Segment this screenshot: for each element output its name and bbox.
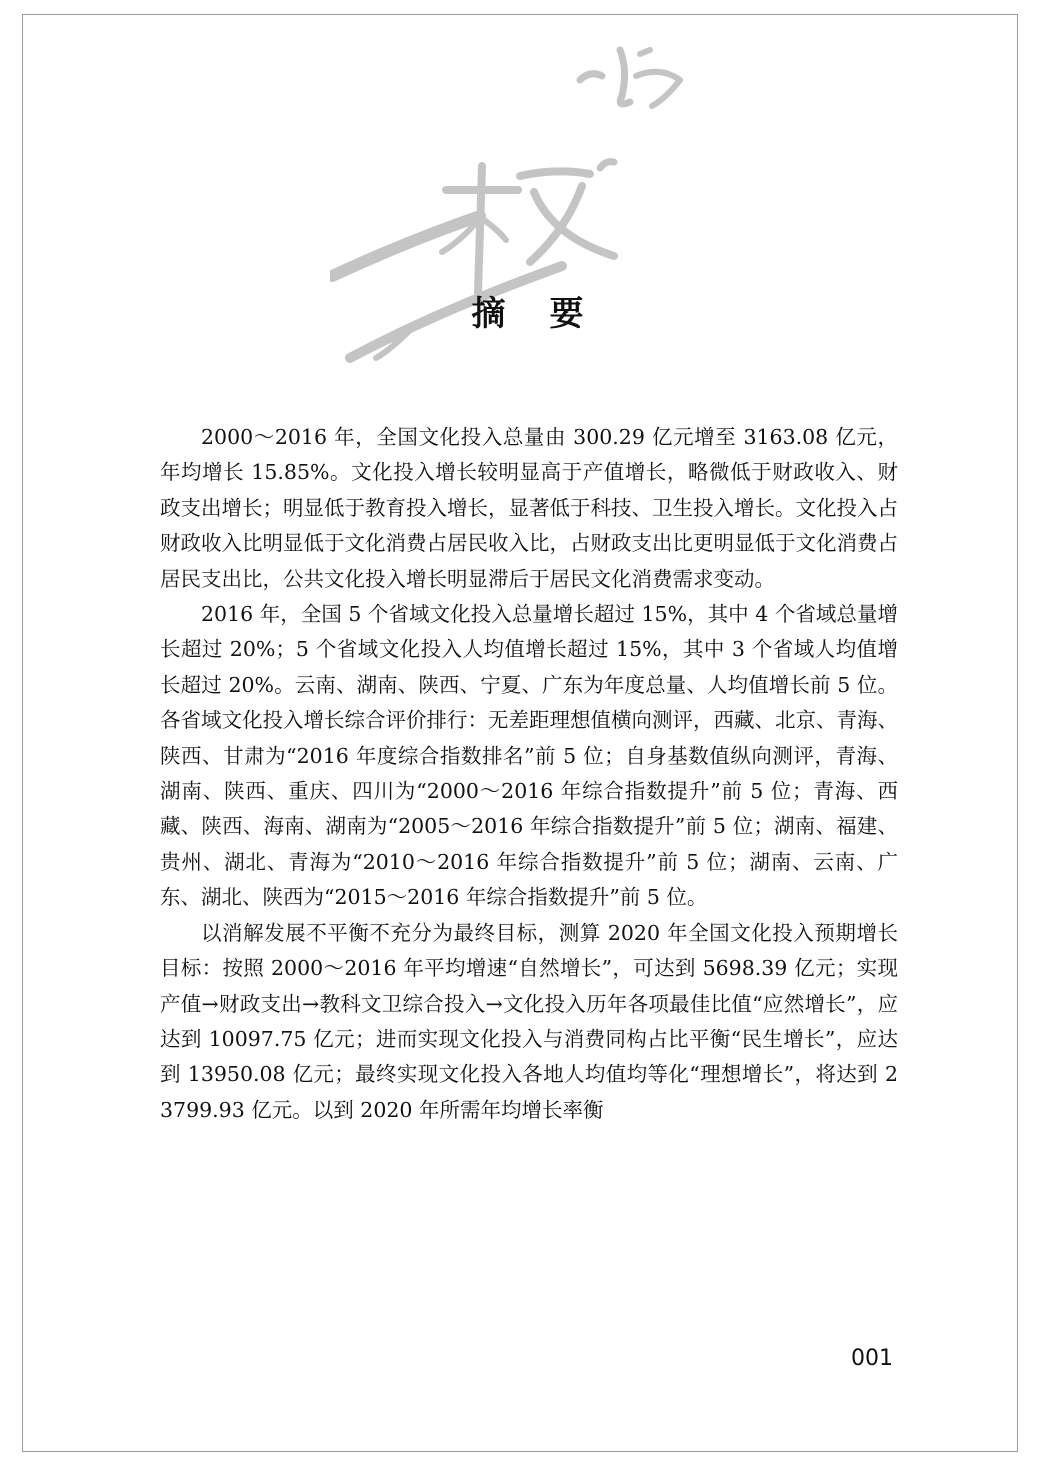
paragraph-1: 2000～2016 年，全国文化投入总量由 300.29 亿元增至 3163.08 亿元，年均增长 15.85%。文化投入增长较明显高于产值增长，略微低于财政收入、财政支出增长；明显低于教育投入增长，显著低于科技、卫生投入增长。文化投入占财政收入比明显低于文化消费占居民收入比，占财政支出比更明显低于文化消费占居民支出比，公共文化投入增长明显滞后于居民文化消费需求变动。 xyxy=(160,425,898,591)
title-char-1: 摘 xyxy=(471,294,506,334)
paragraph-2: 2016 年，全国 5 个省域文化投入总量增长超过 15%，其中 4 个省域总量增长超过 20%；5 个省域文化投入人均值增长超过 15%，其中 3 个省域人均值增长超过 20%。云南、湖南、陕西、宁夏、广东为年度总量、人均值增长前 5 位。各省域文化投入增长综合评价排行：无差距理想值横向测评，西藏、北京、青海、陕西、甘肃为“2016 年度综合指数排名”前 5 位；自身基数值纵向测评，青海、湖南、陕西、重庆、四川为“2000～2016 年综合指数提升”前 5 位；青海、西藏、陕西、海南、湖南为“2005～2016 年综合指数提升”前 5 位；湖南、福建、贵州、湖北、青海为“2010～2016 年综合指数提升”前 5 位；湖南、云南、广东、湖北、陕西为“2015～2016 年综合指数提升”前 5 位。 xyxy=(160,602,898,910)
title-char-2: 要 xyxy=(549,294,584,334)
page-number: 001 xyxy=(851,1346,893,1371)
paragraph-3: 以消解发展不平衡不充分为最终目标，测算 2020 年全国文化投入预期增长目标：按照 2000～2016 年平均增速“自然增长”，可达到 5698.39 亿元；实现产值→财政支出→教科文卫综合投入→文化投入历年各项最佳比值“应然增长”，应达到 10097.75 亿元；进而实现文化投入与消费同构占比平衡“民生增长”，应达到 13950.08 亿元；最终实现文化投入各地人均值均等化“理想增长”，将达到 23799.93 亿元。以到 2020 年所需年均增长率衡 xyxy=(160,920,898,1122)
abstract-body xyxy=(160,420,898,1128)
page-title xyxy=(0,286,1055,335)
